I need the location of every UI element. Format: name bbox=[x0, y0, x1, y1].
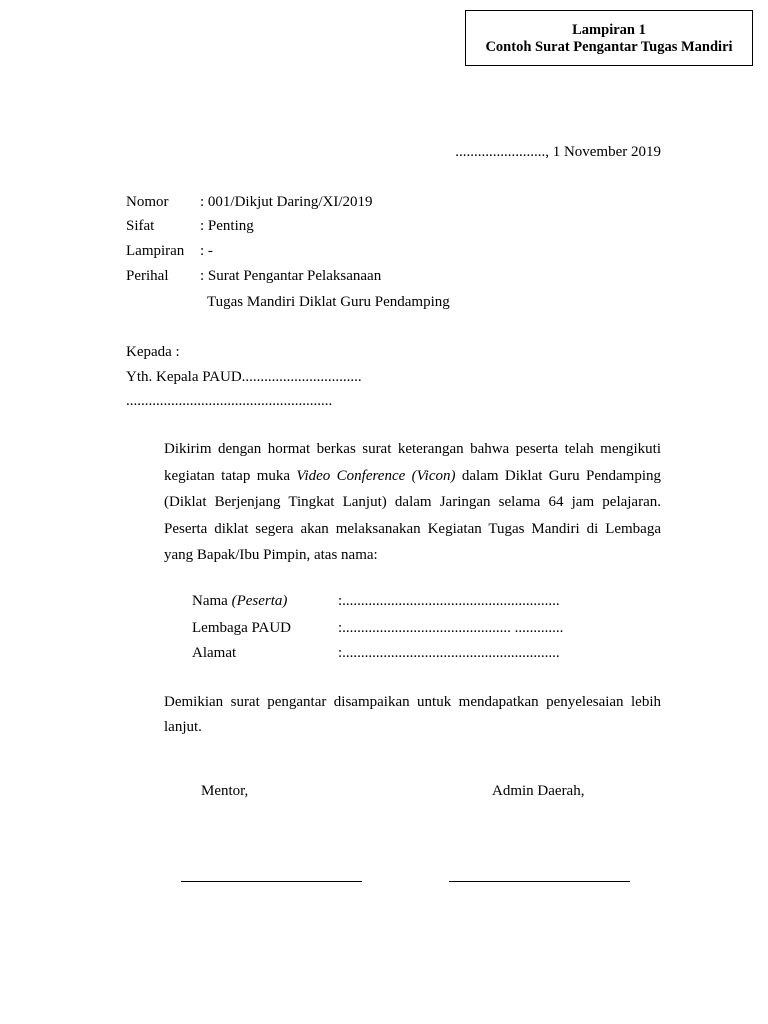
body-paragraph bbox=[164, 436, 661, 569]
field-lembaga-value: :............................................. ............. bbox=[338, 620, 564, 636]
signature-mentor-label: Mentor, bbox=[201, 783, 249, 799]
meta-lampiran-label: Lampiran bbox=[126, 243, 185, 259]
body-text-2: dalam Diklat Guru Pendamping (Diklat Berjenjang Tingkat Lanjut) dalam Jaringan selama 64 jam pelajaran. Peserta diklat segera akan melaksanakan Kegiatan Tugas Mandiri di Lembaga yang Bapak/Ibu Pimpin, atas nama: bbox=[164, 467, 661, 563]
signature-line-admin bbox=[449, 881, 630, 882]
signature-admin-label: Admin Daerah, bbox=[492, 783, 585, 799]
meta-lampiran-value: : - bbox=[200, 243, 213, 259]
field-alamat-value: :.......................................................... bbox=[338, 645, 560, 661]
field-alamat-label: Alamat bbox=[192, 645, 237, 661]
date-line: ........................, 1 November 2019 bbox=[455, 144, 661, 160]
attachment-label-box bbox=[465, 10, 753, 66]
meta-perihal-value-line2: Tugas Mandiri Diklat Guru Pendamping bbox=[207, 294, 450, 310]
attachment-title: Contoh Surat Pengantar Tugas Mandiri bbox=[485, 39, 733, 55]
recipient-kepada: Kepada : bbox=[126, 344, 180, 360]
closing-paragraph: Demikian surat pengantar disampaikan untuk mendapatkan penyelesaian lebih lanjut. bbox=[164, 694, 661, 735]
recipient-address-line: ....................................................... bbox=[126, 393, 333, 409]
attachment-number: Lampiran 1 bbox=[572, 22, 646, 38]
signature-line-mentor bbox=[181, 881, 362, 882]
field-nama-label: Nama (Peserta) bbox=[192, 593, 288, 609]
meta-sifat-label: Sifat bbox=[126, 218, 155, 234]
body-text-1: Dikirim dengan hormat berkas surat keterangan bahwa peserta telah mengikuti kegiatan tatap muka bbox=[164, 441, 661, 484]
meta-perihal-value: : Surat Pengantar Pelaksanaan bbox=[200, 268, 382, 284]
field-lembaga-label: Lembaga PAUD bbox=[192, 620, 292, 636]
meta-nomor-value: : 001/Dikjut Daring/XI/2019 bbox=[200, 194, 373, 210]
field-nama-value: :.......................................................... bbox=[338, 593, 560, 609]
recipient-addressee: Yth. Kepala PAUD................................ bbox=[126, 369, 362, 385]
body-text-italic: Video Conference (Vicon) bbox=[296, 467, 456, 484]
meta-sifat-value: : Penting bbox=[200, 218, 254, 234]
meta-nomor-label: Nomor bbox=[126, 194, 169, 210]
meta-perihal-label: Perihal bbox=[126, 268, 169, 284]
